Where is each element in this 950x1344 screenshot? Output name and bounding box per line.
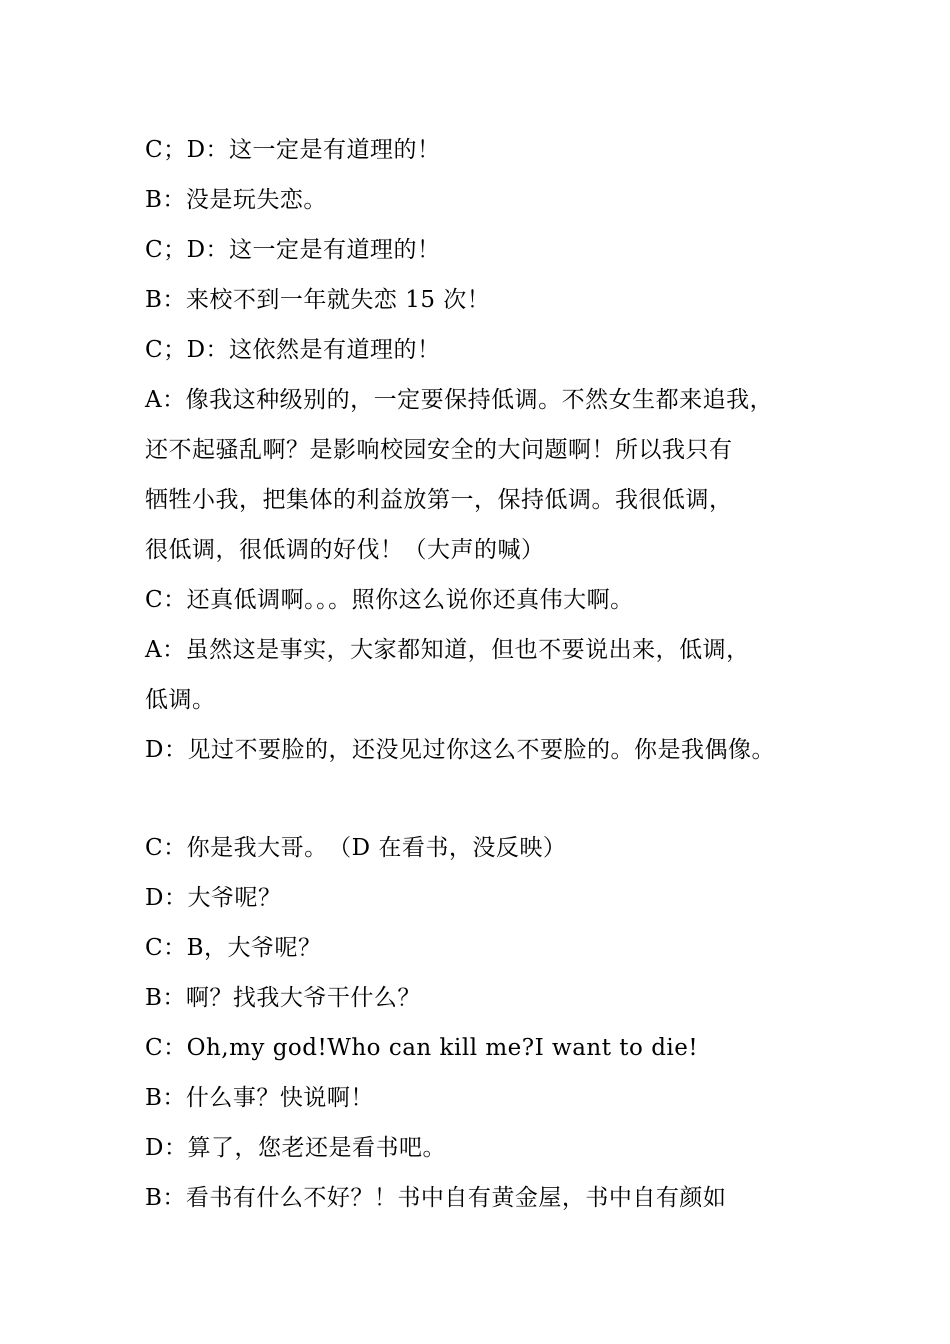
dialogue-line: A：虽然这是事实，大家都知道，但也不要说出来，低调， [145, 637, 750, 663]
dialogue-line: C：还真低调啊。。。照你这么说你还真伟大啊。 [145, 587, 634, 613]
dialogue-line: 很低调，很低调的好伐！（大声的喊） [145, 537, 545, 563]
dialogue-line: 低调。 [145, 687, 216, 713]
dialogue-line: C：你是我大哥。 （D 在看书，没反映） [145, 835, 567, 861]
dialogue-line: 还不起骚乱啊？是影响校园安全的大问题啊！所以我只有 [145, 437, 733, 463]
dialogue-line: B：来校不到一年就失恋 15 次！ [145, 287, 491, 313]
dialogue-line: B：啊？找我大爷干什么？ [145, 985, 421, 1011]
dialogue-line: B：什么事？快说啊！ [145, 1085, 374, 1111]
dialogue-line: C；D：这依然是有道理的！ [145, 337, 441, 363]
dialogue-line: D：算了，您老还是看书吧。 [145, 1135, 446, 1161]
dialogue-line: D：见过不要脸的，还没见过你这么不要脸的。你是我偶像。 [145, 737, 775, 763]
dialogue-line: 牺牲小我，把集体的利益放第一，保持低调。我很低调， [145, 487, 733, 513]
dialogue-line: C：B，大爷呢？ [145, 935, 322, 961]
dialogue-line: C；D：这一定是有道理的！ [145, 137, 441, 163]
dialogue-line: D：大爷呢？ [145, 885, 282, 911]
dialogue-line: B：没是玩失恋。 [145, 187, 327, 213]
dialogue-line: C；D：这一定是有道理的！ [145, 237, 441, 263]
dialogue-line: A：像我这种级别的，一定要保持低调。不然女生都来追我， [145, 387, 774, 413]
dialogue-line: C：Oh,my god!Who can kill me?I want to die! [145, 1035, 699, 1061]
dialogue-line: B：看书有什么不好？！书中自有黄金屋，书中自有颜如 [145, 1185, 727, 1211]
